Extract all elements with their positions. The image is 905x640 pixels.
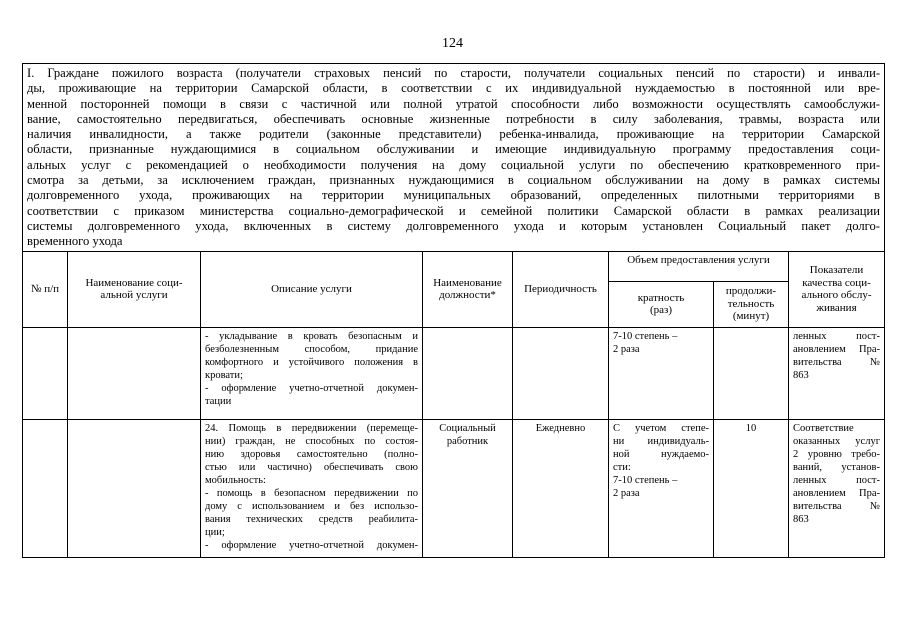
section-heading-line: системы долговременного ухода, включенных в систему долговременного ухода и которым установлен Социальный пакет долго- <box>27 218 881 233</box>
page-number: 124 <box>442 36 463 51</box>
cell-duration <box>714 327 789 419</box>
cell-description: 24. Помощь в передвижении (перемеще- нии) граждан, не способных по состоя- нию здоровья самостоятельно (полно- стью или частично) обеспечивать свою мобильность: - помощь в безопасном передвижении по дому с использованием и без использо- вания технических средств реабилита- ции; - оформление учетно-отчетной докумен- <box>201 419 423 557</box>
header-duration: продолжи- тельность (минут) <box>714 281 789 327</box>
header-description: Описание услуги <box>201 251 423 327</box>
section-heading-line: альных услуг с рекомендацией о необходимости получения на дому социальной услуги по обеспечению кратковременного при- <box>27 157 881 172</box>
services-table <box>22 63 885 558</box>
cell-description: - укладывание в кровать безопасным и безболезненным способом, придание комфортного и устойчивого положения в кровати; - оформление учетно-отчетной докумен- тации <box>201 327 423 419</box>
table-row <box>23 327 885 419</box>
cell-periodicity: Ежедневно <box>513 419 609 557</box>
cell-num <box>23 327 68 419</box>
section-heading-line: ды, проживающие на территории Самарской области, в соответствии с их индивидуальной нуждаемостью в постоянной или вре- <box>27 81 881 96</box>
section-heading-line: долговременного ухода, проживающих на территории муниципальных образований, определенных пилотными территориями в <box>27 188 881 203</box>
section-heading-row <box>23 64 885 252</box>
section-heading-line: смотра за детьми, за исключением граждан, признанных нуждающимися в социальном обслуживании на дому в рамках системы <box>27 173 881 188</box>
header-quality: Показатели качества соци- ального обслу- живания <box>789 251 885 327</box>
cell-quality: Соответствие оказанных услуг 2 уровню требо- ваний, установ- ленных пост- ановлением Пра- вительства № 863 <box>789 419 885 557</box>
cell-position: Социальный работник <box>423 419 513 557</box>
section-heading <box>23 64 885 252</box>
section-heading-line: области, признанные нуждающимися в социальном обслуживании и имеющие индивидуальную программу предоставления соци- <box>27 142 881 157</box>
header-service-name: Наименование соци- альной услуги <box>68 251 201 327</box>
header-periodicity: Периодичность <box>513 251 609 327</box>
cell-quality: ленных пост- ановлением Пра- вительства № 863 <box>789 327 885 419</box>
cell-position <box>423 327 513 419</box>
header-frequency: кратность (раз) <box>609 281 714 327</box>
table-row <box>23 419 885 557</box>
section-heading-line: временного ухода <box>27 234 123 249</box>
cell-frequency: 7-10 степень – 2 раза <box>609 327 714 419</box>
cell-num <box>23 419 68 557</box>
cell-service-name <box>68 327 201 419</box>
cell-periodicity <box>513 327 609 419</box>
section-heading-line: вание, самостоятельно передвигаться, обеспечивать основные жизненные потребности в силу заболевания, травмы, возраста или <box>27 111 881 126</box>
cell-service-name <box>68 419 201 557</box>
section-heading-line: наличия инвалидности, а также родители (законные представители) ребенка-инвалида, проживающие на территории Самарской <box>27 127 881 142</box>
header-num: № п/п <box>23 251 68 327</box>
cell-duration: 10 <box>714 419 789 557</box>
section-heading-line: соответствии с приказом министерства социально-демографической и семейной политики Самарской области в рамках реализации <box>27 203 881 218</box>
header-position: Наименование должности* <box>423 251 513 327</box>
section-heading-line: I. Граждане пожилого возраста (получатели страховых пенсий по старости, получатели социальных пенсий по старости) и инвали- <box>27 66 881 80</box>
cell-frequency: С учетом степе- ни индивидуаль- ной нуждаемо- сти: 7-10 степень – 2 раза <box>609 419 714 557</box>
header-row <box>23 251 885 281</box>
header-volume: Объем предоставления услуги <box>609 251 789 281</box>
section-heading-line: менной посторонней помощи в связи с частичной или полной утратой способности либо возможности осуществлять самообслужи- <box>27 96 881 111</box>
